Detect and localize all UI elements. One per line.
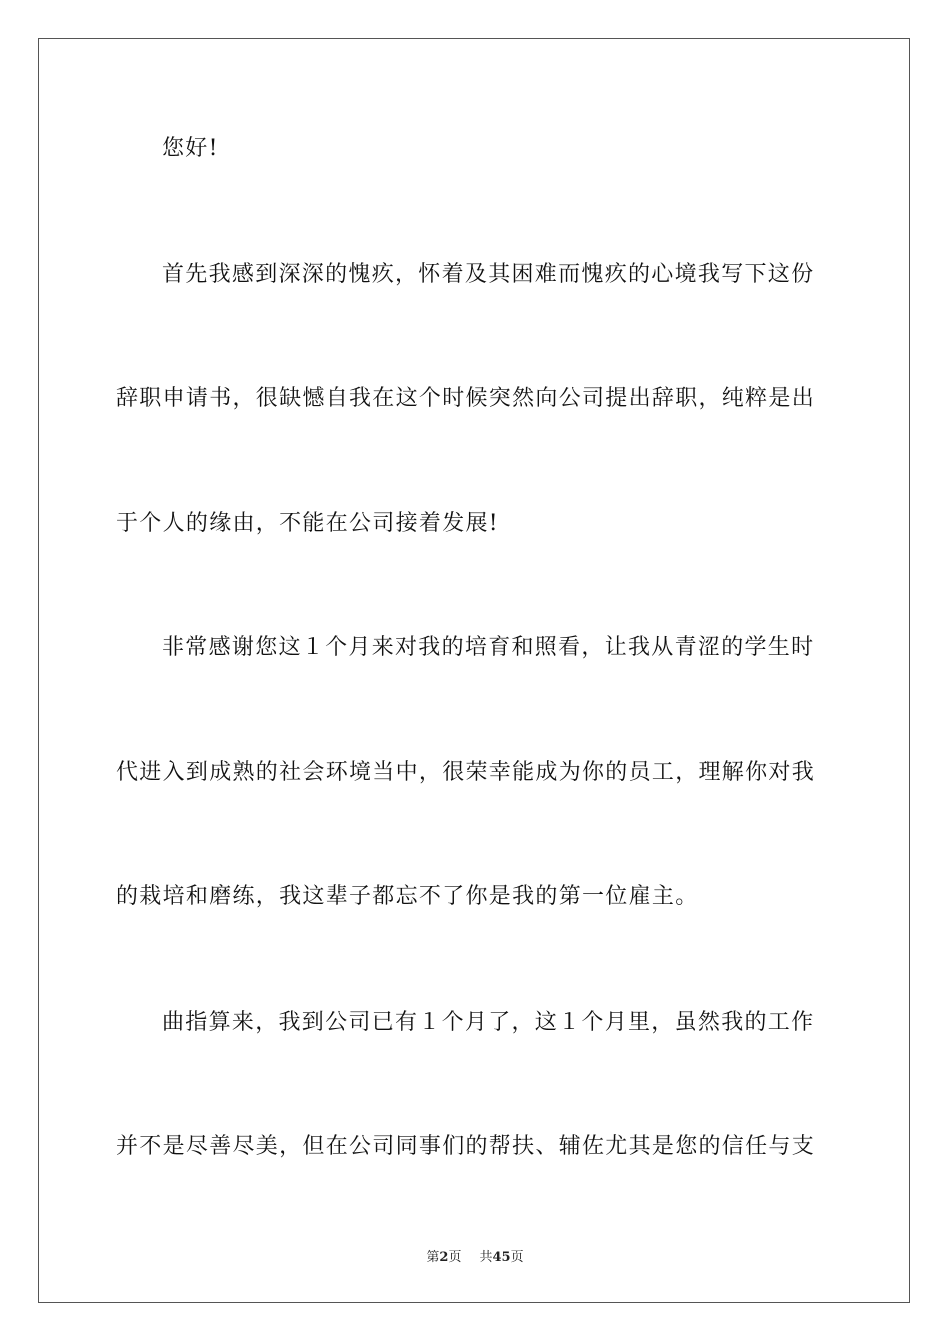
paragraph-2-line-1: 非常感谢您这１个月来对我的培育和照看，让我从青涩的学生时 [162, 635, 815, 660]
paragraph-1-line-3: 于个人的缘由，不能在公司接着发展! [116, 511, 499, 536]
paragraph-2-line-3: 的栽培和磨练，我这辈子都忘不了你是我的第一位雇主。 [116, 884, 699, 909]
page-frame [38, 38, 910, 1303]
page-suffix: 页 [448, 1250, 462, 1265]
total-suffix: 页 [510, 1250, 524, 1265]
paragraph-3-line-2: 并不是尽善尽美，但在公司同事们的帮扶、辅佐尤其是您的信任与支 [116, 1134, 816, 1159]
page-footer [0, 1246, 950, 1265]
page-number: 2 [439, 1250, 449, 1265]
paragraph-3-line-1: 曲指算来，我到公司已有１个月了，这１个月里，虽然我的工作 [162, 1010, 815, 1035]
total-prefix: 共 [479, 1250, 493, 1265]
greeting-line: 您好! [162, 136, 219, 161]
total-pages: 45 [492, 1250, 511, 1265]
paragraph-2-line-2: 代进入到成熟的社会环境当中，很荣幸能成为你的员工，理解你对我 [116, 760, 816, 785]
paragraph-1-line-2: 辞职申请书，很缺憾自我在这个时候突然向公司提出辞职，纯粹是出 [116, 386, 816, 411]
paragraph-1-line-1: 首先我感到深深的愧疚，怀着及其困难而愧疚的心境我写下这份 [162, 262, 815, 287]
page-prefix: 第 [426, 1250, 440, 1265]
